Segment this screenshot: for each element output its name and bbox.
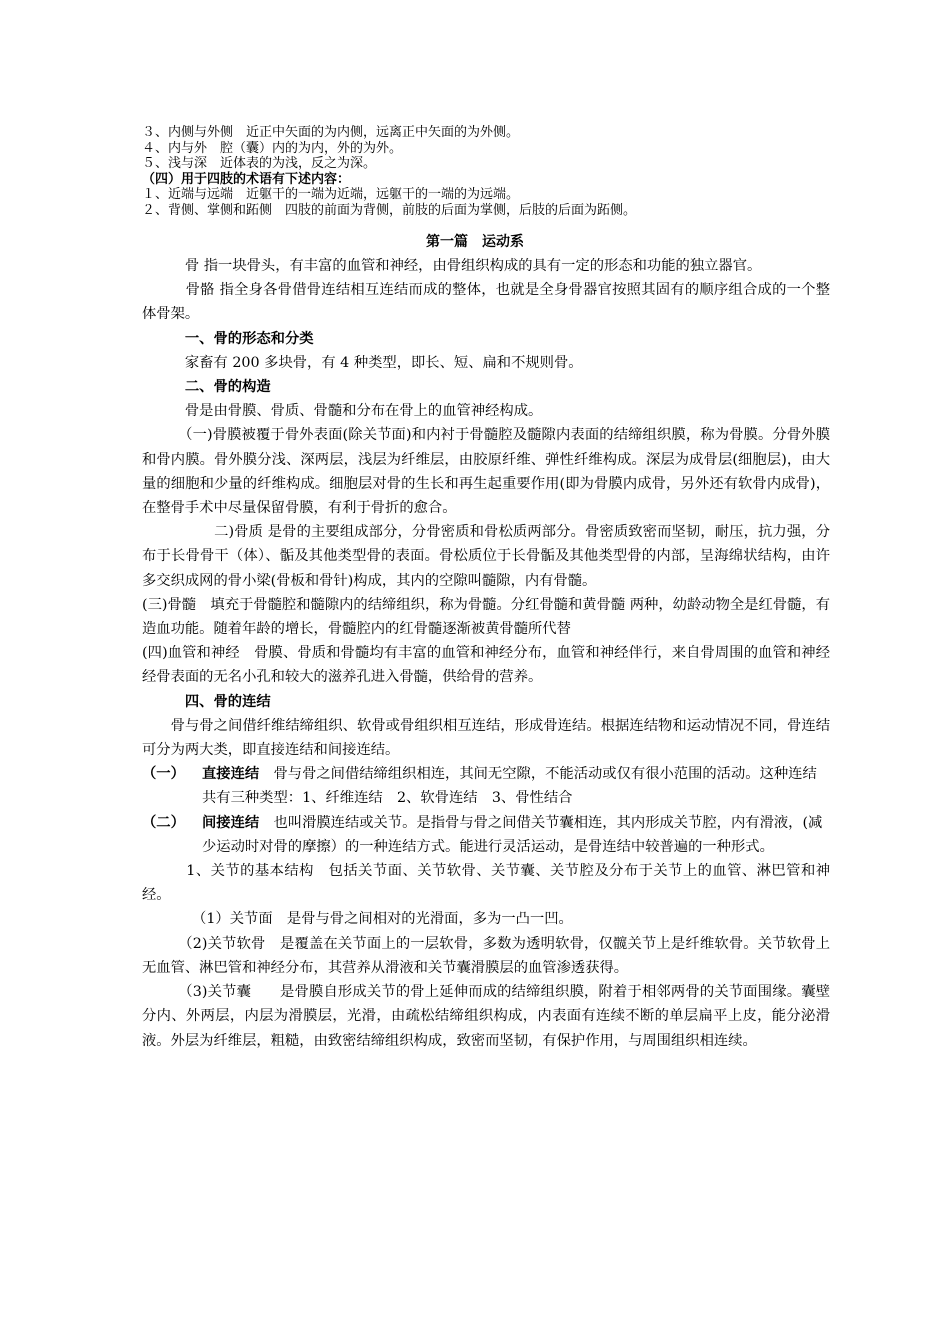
terms-list bbox=[142, 125, 832, 218]
paragraph-joints-intro: 骨与骨之间借纤维结缔组织、软骨或骨组织相互连结，形成骨连结。根据连结物和运动情况不同，骨连结可分为两大类，即直接连结和间接连结。 bbox=[142, 717, 830, 759]
direct-connection-label: （一） bbox=[142, 766, 185, 783]
paragraph-bone-count: 家畜有 200 多块骨，有 4 种类型，即长、短、扁和不规则骨。 bbox=[142, 354, 583, 371]
chapter-title: 第一篇 运动系 bbox=[426, 234, 524, 250]
paragraph-structure: 骨是由骨膜、骨质、骨髓和分布在骨上的血管神经构成。 bbox=[142, 403, 543, 420]
indirect-connection-label: （二） bbox=[142, 814, 185, 831]
paragraph-articular-cartilage: （2)关节软骨 是覆盖在关节面上的一层软骨，多数为透明软骨，仅髋关节上是纤维软骨。关节软骨上无血管、淋巴管和神经分布，其营养从滑液和关节囊滑膜层的血管渗透获得。 bbox=[142, 935, 830, 976]
term-line-superficial-deep: ５、浅与深 近体表的为浅，反之为深。 bbox=[142, 156, 377, 171]
limb-terms-heading: （四）用于四肢的术语有下述内容： bbox=[142, 171, 351, 187]
direct-connection-item bbox=[142, 762, 830, 810]
section-heading-shape: 一、骨的形态和分类 bbox=[142, 330, 314, 347]
paragraph-joint-surface: （1）关节面 是骨与骨之间相对的光滑面，多为一凸一凹。 bbox=[142, 911, 573, 928]
section-heading-structure: 二、骨的构造 bbox=[142, 379, 271, 396]
paragraph-marrow: (三)骨髓 填充于骨髓腔和髓隙内的结缔组织，称为骨髓。分红骨髓和黄骨髓 两种，幼龄动物全是红骨髓，有造血功能。随着年龄的增长，骨髓腔内的红骨髓逐渐被黄骨髓所代替 bbox=[142, 596, 830, 638]
paragraph-joint-capsule: （3)关节囊 是骨膜自形成关节的骨上延伸而成的结缔组织膜，附着于相邻两骨的关节面围缘。囊壁分内、外两层，内层为滑膜层，光滑，由疏松结缔组织构成，内表面有连续不断的单层扁平上皮，能分泌滑液。外层为纤维层，粗糙，由致密结缔组织构成，致密而坚韧，有保护作用，与周围组织相连续。 bbox=[142, 984, 830, 1049]
indirect-connection-term: 间接连结 bbox=[202, 814, 260, 831]
paragraph-vessels: (四)血管和神经 骨膜、骨质和骨髓均有丰富的血管和神经分布，血管和神经伴行，来自骨周围的血管和神经经骨表面的无名小孔和较大的滋养孔进入骨髓，供给骨的营养。 bbox=[142, 645, 830, 686]
section-heading-joints: 四、骨的连结 bbox=[142, 693, 271, 710]
document-body bbox=[142, 254, 830, 1053]
paragraph-joint-structure: 1、关节的基本结构 包括关节面、关节软骨、关节囊、关节腔及分布于关节上的血管、淋巴管和神经。 bbox=[142, 863, 830, 904]
direct-connection-term: 直接连结 bbox=[202, 766, 260, 783]
term-line-proximal-distal: １、近端与远端 近躯干的一端为近端，远躯干的一端的为远端。 bbox=[142, 187, 520, 202]
indirect-connection-item bbox=[142, 811, 830, 859]
term-line-medial-lateral: ３、内侧与外侧 近正中矢面的为内侧，远离正中矢面的为外侧。 bbox=[142, 125, 520, 140]
bone-definition: 骨 指一块骨头，有丰富的血管和神经，由骨组织构成的具有一定的形态和功能的独立器官。 bbox=[142, 258, 762, 274]
skeleton-definition: 骨骼 指全身各骨借骨连结相互连结而成的整体，也就是全身骨器官按照其固有的顺序组合成的一个整体骨架。 bbox=[142, 282, 830, 323]
indirect-connection-desc: 也叫滑膜连结或关节。是指骨与骨之间借关节囊相连，其内形成关节腔，内有滑液，(减少运动时对骨的摩擦）的一种连结方式。能进行灵活运动，是骨连结中较普遍的一种形式。 bbox=[202, 814, 823, 855]
direct-connection-text bbox=[202, 762, 830, 810]
term-line-inner-outer: ４、内与外 腔（囊）内的为内，外的为外。 bbox=[142, 140, 403, 156]
indirect-connection-text bbox=[202, 811, 830, 859]
paragraph-periosteum: （一)骨膜被覆于骨外表面(除关节面)和内衬于骨髓腔及髓隙内表面的结缔组织膜，称为骨膜。分骨外膜和骨内膜。骨外膜分浅、深两层，浅层为纤维层，由胶原纤维、弹性纤维构成。深层为成骨层(细胞层)，由大量的细胞和少量的纤维构成。细胞层对骨的生长和再生起重要作用(即为骨膜内成骨，另外还有软骨内成骨)，在整骨手术中尽量保留骨膜，有利于骨折的愈合。 bbox=[142, 427, 830, 517]
paragraph-bone-substance: 二)骨质 是骨的主要组成部分，分骨密质和骨松质两部分。骨密质致密而坚韧，耐压，抗力强，分布于长骨骨干（体）、骺及其他类型骨的表面。骨松质位于长骨骺及其他类型骨的内部，呈海绵状结构，由许多交织成网的骨小梁(骨板和骨针)构成，其内的空隙叫髓隙，内有骨髓。 bbox=[142, 524, 830, 589]
term-line-dorsal-palmar: ２、背侧、掌侧和跖侧 四肢的前面为背侧，前肢的后面为掌侧，后肢的后面为跖侧。 bbox=[142, 202, 637, 218]
direct-connection-desc: 骨与骨之间借结缔组织相连，其间无空隙，不能活动或仅有很小范围的活动。这种连结共有三种类型：1、纤维连结 2、软骨连结 3、骨性结合 bbox=[202, 766, 817, 807]
